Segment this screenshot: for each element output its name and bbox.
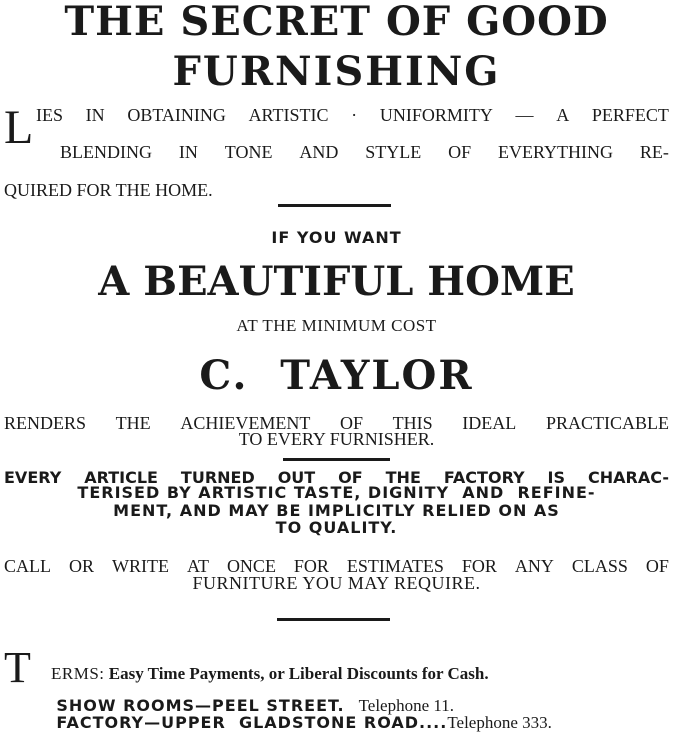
- company-name: C. TAYLOR: [199, 352, 474, 399]
- call-line-1-word: ONCE: [226, 556, 276, 576]
- article-line-4: TO QUALITY.: [275, 518, 398, 537]
- article-line-1-word: THE: [385, 468, 421, 487]
- intro-line-2-word: STYLE: [365, 142, 422, 162]
- intro-line-1: [36, 105, 669, 126]
- intro-line-2: [60, 142, 669, 163]
- intro-line-1-word: PERFECT: [591, 105, 669, 125]
- intro-line-1-word: OBTAINING: [127, 105, 226, 125]
- article-line-1-word: CHARAC-: [587, 468, 669, 487]
- call-line-1-word: OF: [645, 556, 669, 576]
- intro-line-1-word: IN: [85, 105, 105, 125]
- renders-line-1-word: RENDERS: [4, 413, 87, 433]
- minimum-cost: AT THE MINIMUM COST: [236, 316, 437, 335]
- intro-line-1-word: —: [515, 105, 534, 125]
- renders-line-2: TO EVERY FURNISHER.: [238, 429, 435, 449]
- call-line-1-word: CLASS: [571, 556, 628, 576]
- renders-line-1-word: PRACTICABLE: [545, 413, 669, 433]
- article-line-1-word: EVERY: [4, 468, 62, 487]
- if-you-want: IF YOU WANT: [271, 228, 402, 247]
- intro-line-2-word: BLENDING: [60, 142, 152, 162]
- show-rooms-phone: Telephone 11.: [358, 696, 455, 715]
- renders-line-1-word: THIS: [392, 413, 433, 433]
- article-line-2: TERISED BY ARTISTIC TASTE, DIGNITY AND REFINE-: [77, 483, 596, 502]
- intro-line-2-word: OF: [448, 142, 472, 162]
- terms-text: Easy Time Payments, or Liberal Discounts for Cash.: [104, 664, 489, 683]
- heading-line-2: FURNISHING: [172, 48, 501, 95]
- intro-line-2-word: RE-: [639, 142, 669, 162]
- intro-line-3: QUIRED FOR THE HOME.: [4, 180, 213, 200]
- article-line-1-word: FACTORY: [443, 468, 525, 487]
- terms-label: ERMS:: [51, 664, 105, 683]
- call-line-1-word: ESTIMATES: [346, 556, 444, 576]
- show-rooms-label: SHOW ROOMS—PEEL STREET.: [56, 696, 345, 715]
- beautiful-home: A BEAUTIFUL HOME: [98, 258, 575, 305]
- divider-3: [277, 618, 390, 621]
- call-line-1-word: WRITE: [111, 556, 169, 576]
- intro-line-2-word: IN: [178, 142, 198, 162]
- article-line-1-word: OUT: [277, 468, 316, 487]
- terms-drop-cap: T: [4, 643, 31, 692]
- factory-label: FACTORY—UPPER GLADSTONE ROAD....: [56, 713, 448, 732]
- renders-line-1-word: OF: [339, 413, 363, 433]
- renders-line-1-word: ACHIEVEMENT: [180, 413, 311, 433]
- intro-line-2-word: AND: [299, 142, 339, 162]
- divider-2: [283, 458, 390, 461]
- intro-line-1-word: IES: [36, 105, 63, 125]
- intro-drop-cap: L: [4, 101, 34, 154]
- article-line-3: MENT, AND MAY BE IMPLICITLY RELIED ON AS: [113, 501, 560, 520]
- call-line-2: FURNITURE YOU MAY REQUIRE.: [192, 573, 481, 593]
- article-line-1-word: TURNED: [180, 468, 255, 487]
- renders-line-1-word: THE: [115, 413, 151, 433]
- call-line-1-word: ANY: [514, 556, 554, 576]
- call-line-1-word: CALL: [4, 556, 51, 576]
- intro-line-1-word: A: [556, 105, 570, 125]
- intro-line-1-word: ARTISTIC: [248, 105, 329, 125]
- factory-line: [36, 698, 552, 747]
- call-line-1-word: FOR: [461, 556, 497, 576]
- factory-phone: Telephone 333.: [447, 713, 552, 732]
- intro-line-1-word: ·: [351, 105, 358, 125]
- call-line-1-word: AT: [186, 556, 209, 576]
- call-line-1-word: OR: [68, 556, 94, 576]
- renders-line-1-word: IDEAL: [462, 413, 517, 433]
- heading-line-1: THE SECRET OF GOOD: [64, 0, 609, 45]
- divider-1: [278, 204, 391, 207]
- intro-line-2-word: TONE: [224, 142, 273, 162]
- intro-line-2-word: EVERYTHING: [498, 142, 614, 162]
- intro-line-1-word: UNIFORMITY: [379, 105, 493, 125]
- call-line-1-word: FOR: [293, 556, 329, 576]
- article-line-1-word: IS: [547, 468, 566, 487]
- article-line-1-word: ARTICLE: [84, 468, 158, 487]
- article-line-1-word: OF: [338, 468, 363, 487]
